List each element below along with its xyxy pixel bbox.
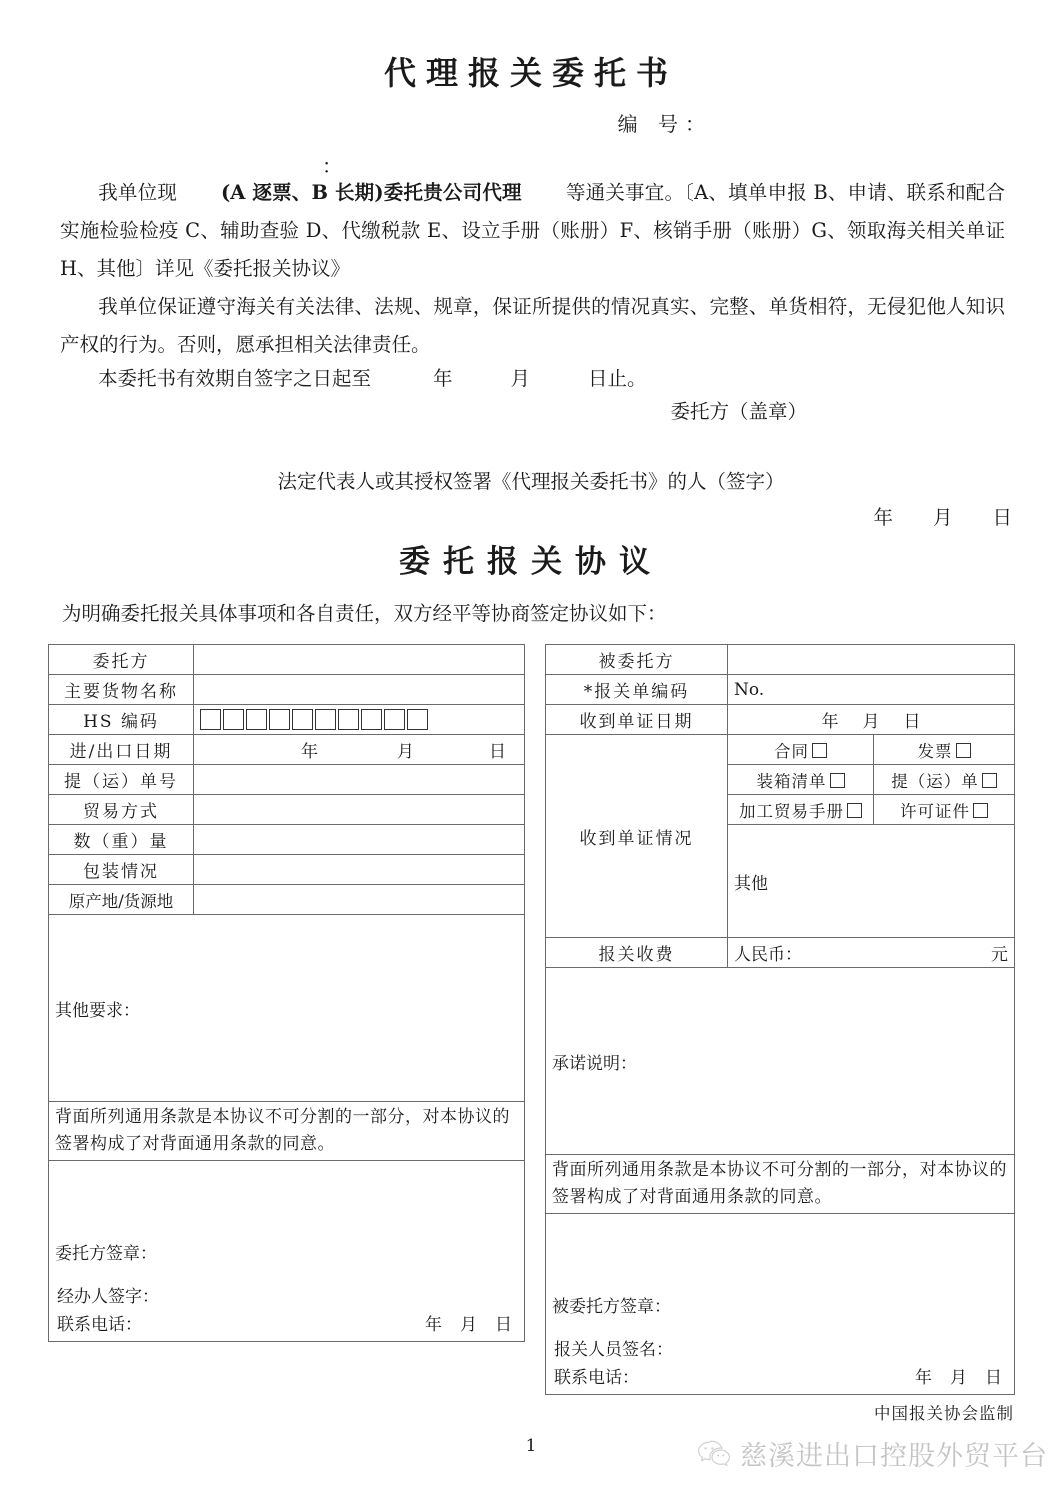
io-date-day: 日 — [489, 742, 506, 762]
fee-currency-label: 人民币： — [734, 945, 802, 965]
checkbox-invoice-box[interactable] — [956, 743, 971, 758]
para3-month: 月 — [510, 367, 531, 390]
trustee-date-year: 年 — [915, 1368, 932, 1388]
row-label-client: 委托方 — [49, 645, 194, 675]
trustee-phone-label: 联系电话： — [554, 1368, 639, 1388]
row-value-hs-code[interactable] — [194, 705, 525, 735]
para1-option: (A 逐票、B 长期)委托贵公司代理 — [221, 181, 522, 204]
table-row — [546, 1214, 1015, 1395]
checkbox-bill-of-lading[interactable] — [874, 765, 1015, 795]
trustee-sign-date — [915, 1363, 1002, 1388]
hs-digit-box[interactable] — [361, 709, 382, 730]
table-row — [546, 938, 1015, 968]
page-title-secondary: 委托报关协议 — [399, 544, 663, 580]
recv-year: 年 — [821, 712, 839, 732]
row-value-io-date[interactable] — [194, 735, 525, 765]
row-value-packaging[interactable] — [194, 855, 525, 885]
hs-digit-box[interactable] — [407, 709, 428, 730]
client-info-table — [48, 644, 525, 1342]
client-signature-cell[interactable] — [49, 1161, 525, 1342]
client-date-year: 年 — [425, 1315, 442, 1335]
agent-sign-label: 报关人员签名： — [554, 1340, 673, 1360]
paragraph-entrustment — [60, 174, 1005, 288]
client-sign-date — [425, 1310, 512, 1335]
table-row — [49, 855, 525, 885]
row-label-trade-mode: 贸易方式 — [49, 795, 194, 825]
table-row — [49, 675, 525, 705]
client-date-month: 月 — [460, 1315, 477, 1335]
row-label-quantity: 数（重）量 — [49, 825, 194, 855]
handler-sign-label: 经办人签字： — [57, 1287, 159, 1307]
watermark — [697, 1434, 1048, 1473]
row-value-trade-mode[interactable] — [194, 795, 525, 825]
checkbox-packing-list[interactable] — [728, 765, 874, 795]
row-label-recv-date: 收到单证日期 — [546, 705, 728, 735]
sig-day: 日 — [992, 506, 1012, 529]
row-label-origin: 原产地/货源地 — [49, 885, 194, 915]
row-value-origin[interactable] — [194, 885, 525, 915]
hs-digit-box[interactable] — [269, 709, 290, 730]
table-row — [49, 885, 525, 915]
io-date-month: 月 — [397, 742, 414, 762]
checkbox-license-label: 许可证件 — [900, 801, 970, 821]
sig-year: 年 — [873, 506, 893, 529]
client-date-day: 日 — [495, 1315, 512, 1335]
table-row — [546, 705, 1015, 735]
table-row — [49, 705, 525, 735]
row-value-bill-no[interactable] — [194, 765, 525, 795]
checkbox-bill-of-lading-label: 提（运）单 — [891, 771, 979, 791]
trustee-info-table — [545, 644, 1015, 1395]
checkbox-invoice[interactable] — [874, 735, 1015, 765]
hs-digit-box[interactable] — [292, 709, 313, 730]
commitment-label: 承诺说明： — [552, 1053, 637, 1074]
trustee-date-month: 月 — [950, 1368, 967, 1388]
para1-lead: 我单位现 — [98, 181, 178, 204]
client-phone-label: 联系电话： — [57, 1315, 142, 1335]
io-date-year: 年 — [301, 742, 318, 762]
checkbox-contract[interactable] — [728, 735, 874, 765]
table-row — [546, 1155, 1015, 1214]
page-number: 1 — [525, 1436, 537, 1456]
row-label-bill-no: 提（运）单号 — [49, 765, 194, 795]
checkbox-packing-list-box[interactable] — [830, 773, 845, 788]
hs-digit-box[interactable] — [315, 709, 336, 730]
table-row — [49, 1102, 525, 1161]
supervisor-note: 中国报关协会监制 — [874, 1404, 1014, 1423]
table-row — [546, 645, 1015, 675]
client-sign-label: 委托方签章： — [55, 1243, 157, 1264]
checkbox-contract-box[interactable] — [812, 743, 827, 758]
docs-other-cell[interactable] — [728, 825, 1015, 938]
para2-text: 我单位保证遵守海关有关法律、法规、规章，保证所提供的情况真实、完整、单货相符，无侵犯他人知识产权的行为。否则，愿承担相关法律责任。 — [60, 295, 1005, 356]
para3-day: 日止。 — [588, 367, 647, 390]
agreement-intro: 为明确委托报关具体事项和各自责任，双方经平等协商签定协议如下： — [62, 602, 667, 625]
trustee-signature-cell[interactable] — [546, 1214, 1015, 1395]
hs-digit-box[interactable] — [223, 709, 244, 730]
para3-year: 年 — [433, 367, 453, 390]
row-value-fee[interactable] — [728, 938, 1015, 968]
wechat-icon — [697, 1440, 731, 1468]
recipient-colon: ： — [322, 154, 342, 178]
hs-digit-box[interactable] — [338, 709, 359, 730]
other-requirements-cell[interactable] — [49, 915, 525, 1102]
row-value-client[interactable] — [194, 645, 525, 675]
recv-month: 月 — [862, 712, 880, 732]
checkbox-license[interactable] — [874, 795, 1015, 825]
table-row — [546, 968, 1015, 1155]
row-value-recv-date[interactable] — [728, 705, 1015, 735]
row-label-fee: 报关收费 — [546, 938, 728, 968]
hs-digit-box[interactable] — [246, 709, 267, 730]
checkbox-bill-of-lading-box[interactable] — [982, 773, 997, 788]
other-requirements-label: 其他要求： — [55, 1000, 140, 1021]
row-label-docs-received: 收到单证情况 — [546, 735, 728, 938]
checkbox-invoice-label: 发票 — [917, 741, 953, 761]
recv-day: 日 — [903, 712, 921, 732]
table-row — [49, 1161, 525, 1342]
signature-date-line — [0, 502, 1012, 530]
page-title-primary: 代理报关委托书 — [383, 54, 678, 92]
table-row — [546, 735, 1015, 765]
para3-lead: 本委托书有效期自签字之日起至 — [98, 367, 372, 390]
right-clause-note: 背面所列通用条款是本协议不可分割的一部分，对本协议的签署构成了对背面通用条款的同意。 — [546, 1155, 1015, 1214]
table-row — [49, 735, 525, 765]
checkbox-processing-manual-label: 加工贸易手册 — [739, 801, 844, 821]
hs-digit-box[interactable] — [384, 709, 405, 730]
legal-representative-label: 法定代表人或其授权签署《代理报关委托书》的人（签字） — [277, 470, 785, 493]
checkbox-processing-manual-box[interactable] — [847, 803, 862, 818]
watermark-text: 慈溪进出口控股外贸平台 — [740, 1441, 1048, 1472]
table-row — [49, 825, 525, 855]
client-seal-label: 委托方（盖章） — [670, 400, 807, 423]
serial-number-label: 编 号： — [617, 112, 712, 136]
trustee-date-day: 日 — [985, 1368, 1002, 1388]
sig-month: 月 — [932, 506, 953, 529]
row-value-goods-name[interactable] — [194, 675, 525, 705]
row-label-packaging: 包装情况 — [49, 855, 194, 885]
paragraph-validity — [60, 360, 1005, 398]
left-clause-note: 背面所列通用条款是本协议不可分割的一部分，对本协议的签署构成了对背面通用条款的同意。 — [49, 1102, 525, 1161]
table-row — [49, 765, 525, 795]
row-value-quantity[interactable] — [194, 825, 525, 855]
para1-tail: 等通关事宜。〔A、填单申报 B、申请、联系和配合实施检验检疫 C、辅助查验 D、代缴税款 E、设立手册（账册）F、核销手册（账册）G、领取海关相关单证 H、其他〕详见《委托报关协议》 — [60, 181, 1005, 280]
checkbox-contract-label: 合同 — [774, 741, 809, 761]
row-label-goods-name: 主要货物名称 — [49, 675, 194, 705]
row-label-trustee: 被委托方 — [546, 645, 728, 675]
checkbox-processing-manual[interactable] — [728, 795, 874, 825]
hs-digit-box[interactable] — [200, 709, 221, 730]
checkbox-license-box[interactable] — [973, 803, 988, 818]
row-label-decl-no: *报关单编码 — [546, 675, 728, 705]
fee-unit-label: 元 — [991, 945, 1008, 965]
docs-other-label: 其他 — [734, 873, 768, 894]
checkbox-packing-list-label: 装箱清单 — [756, 771, 827, 791]
table-row — [49, 795, 525, 825]
table-row — [49, 645, 525, 675]
commitment-cell[interactable] — [546, 968, 1015, 1155]
paragraph-guarantee — [60, 288, 1005, 364]
row-value-decl-no[interactable]: No. — [728, 675, 1015, 705]
table-row — [49, 915, 525, 1102]
row-value-trustee[interactable] — [728, 645, 1015, 675]
trustee-sign-label: 被委托方签章： — [552, 1296, 671, 1317]
table-row — [546, 675, 1015, 705]
row-label-io-date: 进/出口日期 — [49, 735, 194, 765]
row-label-hs-code: HS 编码 — [49, 705, 194, 735]
